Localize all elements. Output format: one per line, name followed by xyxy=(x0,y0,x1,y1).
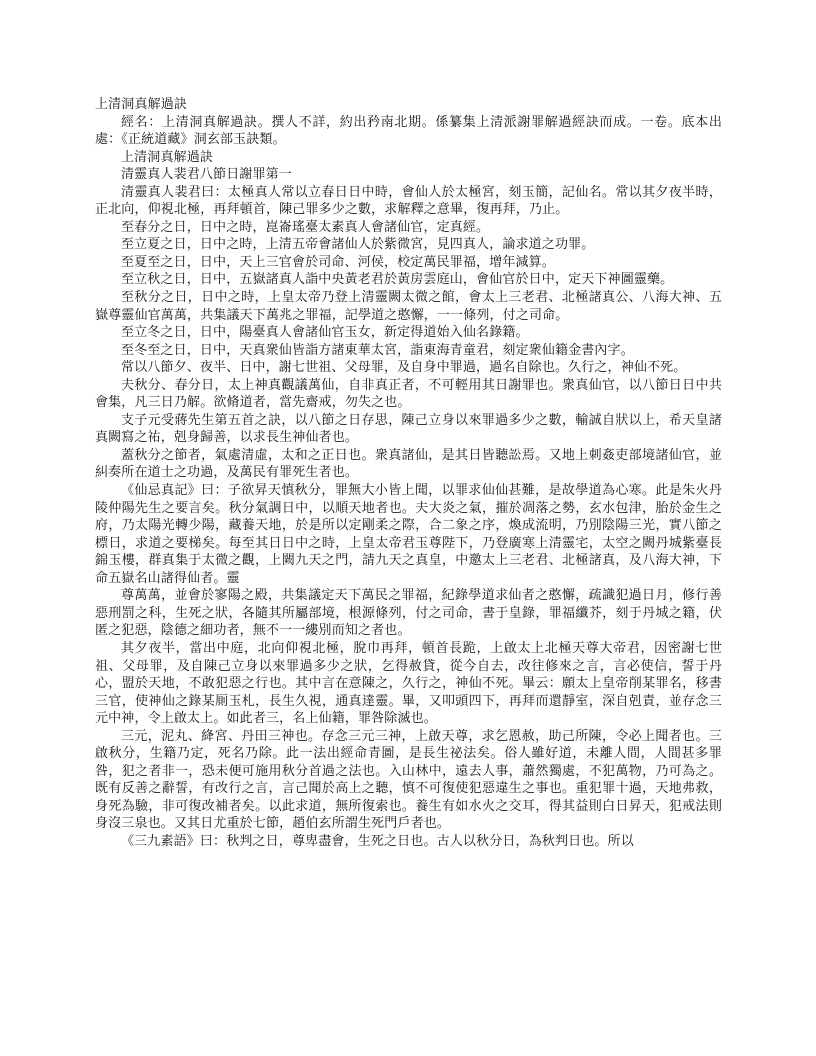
paragraph-equinox-assembly: 夫秋分、春分日，太上神真觀議萬仙，自非真正者，不可輕用其日謝罪也。衆真仙官，以八節日日中共會集，凡三日乃解。欲脩道者，當先齋戒，勿失之也。 xyxy=(95,377,722,411)
paragraph-beginning-of-spring: 清靈真人裴君曰：太極真人常以立春日日中時，會仙人於太極宮，刻玉簡，記仙名。常以其夕夜半時，正北向，仰視北極，再拜頓首，陳己罪多少之數，求解釋之意畢，復再拜，乃止。 xyxy=(95,184,722,218)
section-heading-chapter-one: 清靈真人裴君八節日謝罪第一 xyxy=(121,167,292,183)
paragraph-beginning-of-summer: 至立夏之日，日中之時，上清五帝會諸仙人於紫微宮，見四真人，論求道之功罪。 xyxy=(121,237,595,253)
paragraph-beginning-of-winter: 至立冬之日，日中，陽臺真人會諸仙官玉女，新定得道始入仙名錄籍。 xyxy=(121,325,529,341)
paragraph-three-primes: 三元，泥丸、絳宮、丹田三神也。存念三元三神，上啟天尊，求乞恩赦，助己所陳，令必上聞者也。三啟秋分，生籍乃定，死名乃除。此一法出經命青圖，是長生祕法矣。俗人雖好道，未離人間，人間甚多罪咎，犯之者非一，恐未便可施用秋分首過之法也。入山林中，遠去人事，蕭然獨處，不犯萬物，乃可為之。既有反善之辭誓，有改行之言，言己聞於高上之聽，慎不可復使犯惡違生之事也。重犯罪十過，天地弗救，身死為驗，非可復改補者矣。以此求道，無所復索也。養生有如水火之交耳，得其益則白日昇天，犯戒法則身沒三泉也。又其日尤重於七節，趙伯玄所謂生死門戶者也。 xyxy=(95,728,722,832)
paragraph-eight-nodes-practice: 常以八節夕、夜半、日中，謝七世祖、父母罪，及自身中罪過，過名自除也。久行之，神仙不死。 xyxy=(121,360,687,376)
paragraph-summer-solstice: 至夏至之日，日中，天上三官會於司命、河侯，校定萬民罪福，增年減算。 xyxy=(121,254,555,270)
paragraph-winter-solstice: 至冬至之日，日中，天真衆仙皆詣方諸東華太宮，詣東海青童君，刻定衆仙籍金書內字。 xyxy=(121,342,634,358)
paragraph-autumn-equinox: 至秋分之日，日中之時，上皇太帝乃登上清靈闕太微之館，會太上三老君、北極諸真公、八海大神、五嶽尊靈仙官萬萬，共集議天下萬兆之罪福，記學道之憨懈，一一條列，付之司命。 xyxy=(95,290,722,323)
document-title-heading: 上清洞真解過訣 xyxy=(95,97,188,112)
paragraph-midnight-rite: 其夕夜半，當出中庭，北向仰視北極，脫巾再拜，頓首長跪，上啟太上北極天尊大帝君，因密謝七世祖、父母罪，及自陳己立身以來罪過多少之狀，乞得赦貸，從今自去，改往修來之言，言必使信，誓于丹心，盟於天地，不敢犯惡之行也。其中言在意陳之，久行之，神仙不死。畢云：願太上皇帝削某罪名，移書三官，使神仙之錄某厠玉札，長生久視，通真達靈。畢，又叩頭四下，再拜而還靜室，深自剋責，並存念三元中神，令上啟太上。如此者三，名上仙籍，罪咎除滅也。 xyxy=(95,640,722,727)
paragraph-liaoyang-hall-assembly: 尊萬萬，並會於寥陽之殿，共集議定天下萬民之罪福，紀錄學道求仙者之憨懈，疏識犯過日月，修行善惡刑罰之科，生死之狀，各隨其所屬部境，根源條列，付之司命，書于皇錄，罪福纖芥，刻于丹城之籍，伏匿之犯惡，陰德之細功者，無不一一縷別而知之者也。 xyxy=(95,588,722,639)
scripture-title-heading: 上清洞真解過訣 xyxy=(121,149,214,165)
colophon-paragraph: 經名：上清洞真解過訣。撰人不詳，約出矜南北期。係纂集上清派謝罪解過經訣而成。一卷。底本出處：《正統道藏》洞玄部玉訣類。 xyxy=(95,114,722,148)
paragraph-beginning-of-autumn: 至立秋之日，日中，五嶽諸真人詣中央黃老君於黃房雲庭山，會仙官於日中，定天下神圖靈藥。 xyxy=(121,272,674,288)
paragraph-zhiziyuan-transmission: 支子元受蔣先生第五首之訣，以八節之日存思，陳己立身以來罪過多少之數，輸誠自狀以上，希天皇諸真闕寫之祐，剋身歸善，以求長生神仙者也。 xyxy=(95,412,722,446)
paragraph-spring-equinox: 至春分之日，日中之時，崑崙瑤臺太素真人會諸仙官，定真經。 xyxy=(121,219,490,235)
paragraph-autumn-equinox-nature: 蓋秋分之節者，氣處清虛，太和之正日也。衆真諸仙，是其日皆聽訟焉。又地上刺姦吏部境諸仙官，並糾奏所在道士之功過，及萬民有罪死生者也。 xyxy=(95,447,722,481)
paragraph-quote-sanjiu-suyu: 《三九素語》曰：秋判之日，尊卑盡會，生死之日也。古人以秋分日，為秋判日也。所以 xyxy=(121,833,634,849)
paragraph-quote-xianji-zhenji: 《仙忌真記》曰：子欲昇天慎秋分，罪無大小皆上聞，以罪求仙仙甚難，是故學道為心寒。此是朱火丹陵仲陽先生之要言矣。秋分氣調日中，以順天地者也。夫大炎之氣，摧於凋落之勢，玄水包津，胎於金生之府，乃太陽光轉少陽，藏養天地，於是所以定剛柔之際，合二象之序，煥成流明，乃別陰陽三光，實八節之標日，求道之要梯矣。每至其日日中之時，上皇太帝君玉尊陛下，乃登廣寒上清靈宅，太空之闕丹城紫臺長錦玉樓，群真集于太微之觀，上闕九天之門，請九天之真皇，中邀太上三老君、北極諸真，及八海大神，下命五嶽名山諸得仙者。靈 xyxy=(95,483,722,586)
document-body xyxy=(95,96,722,851)
